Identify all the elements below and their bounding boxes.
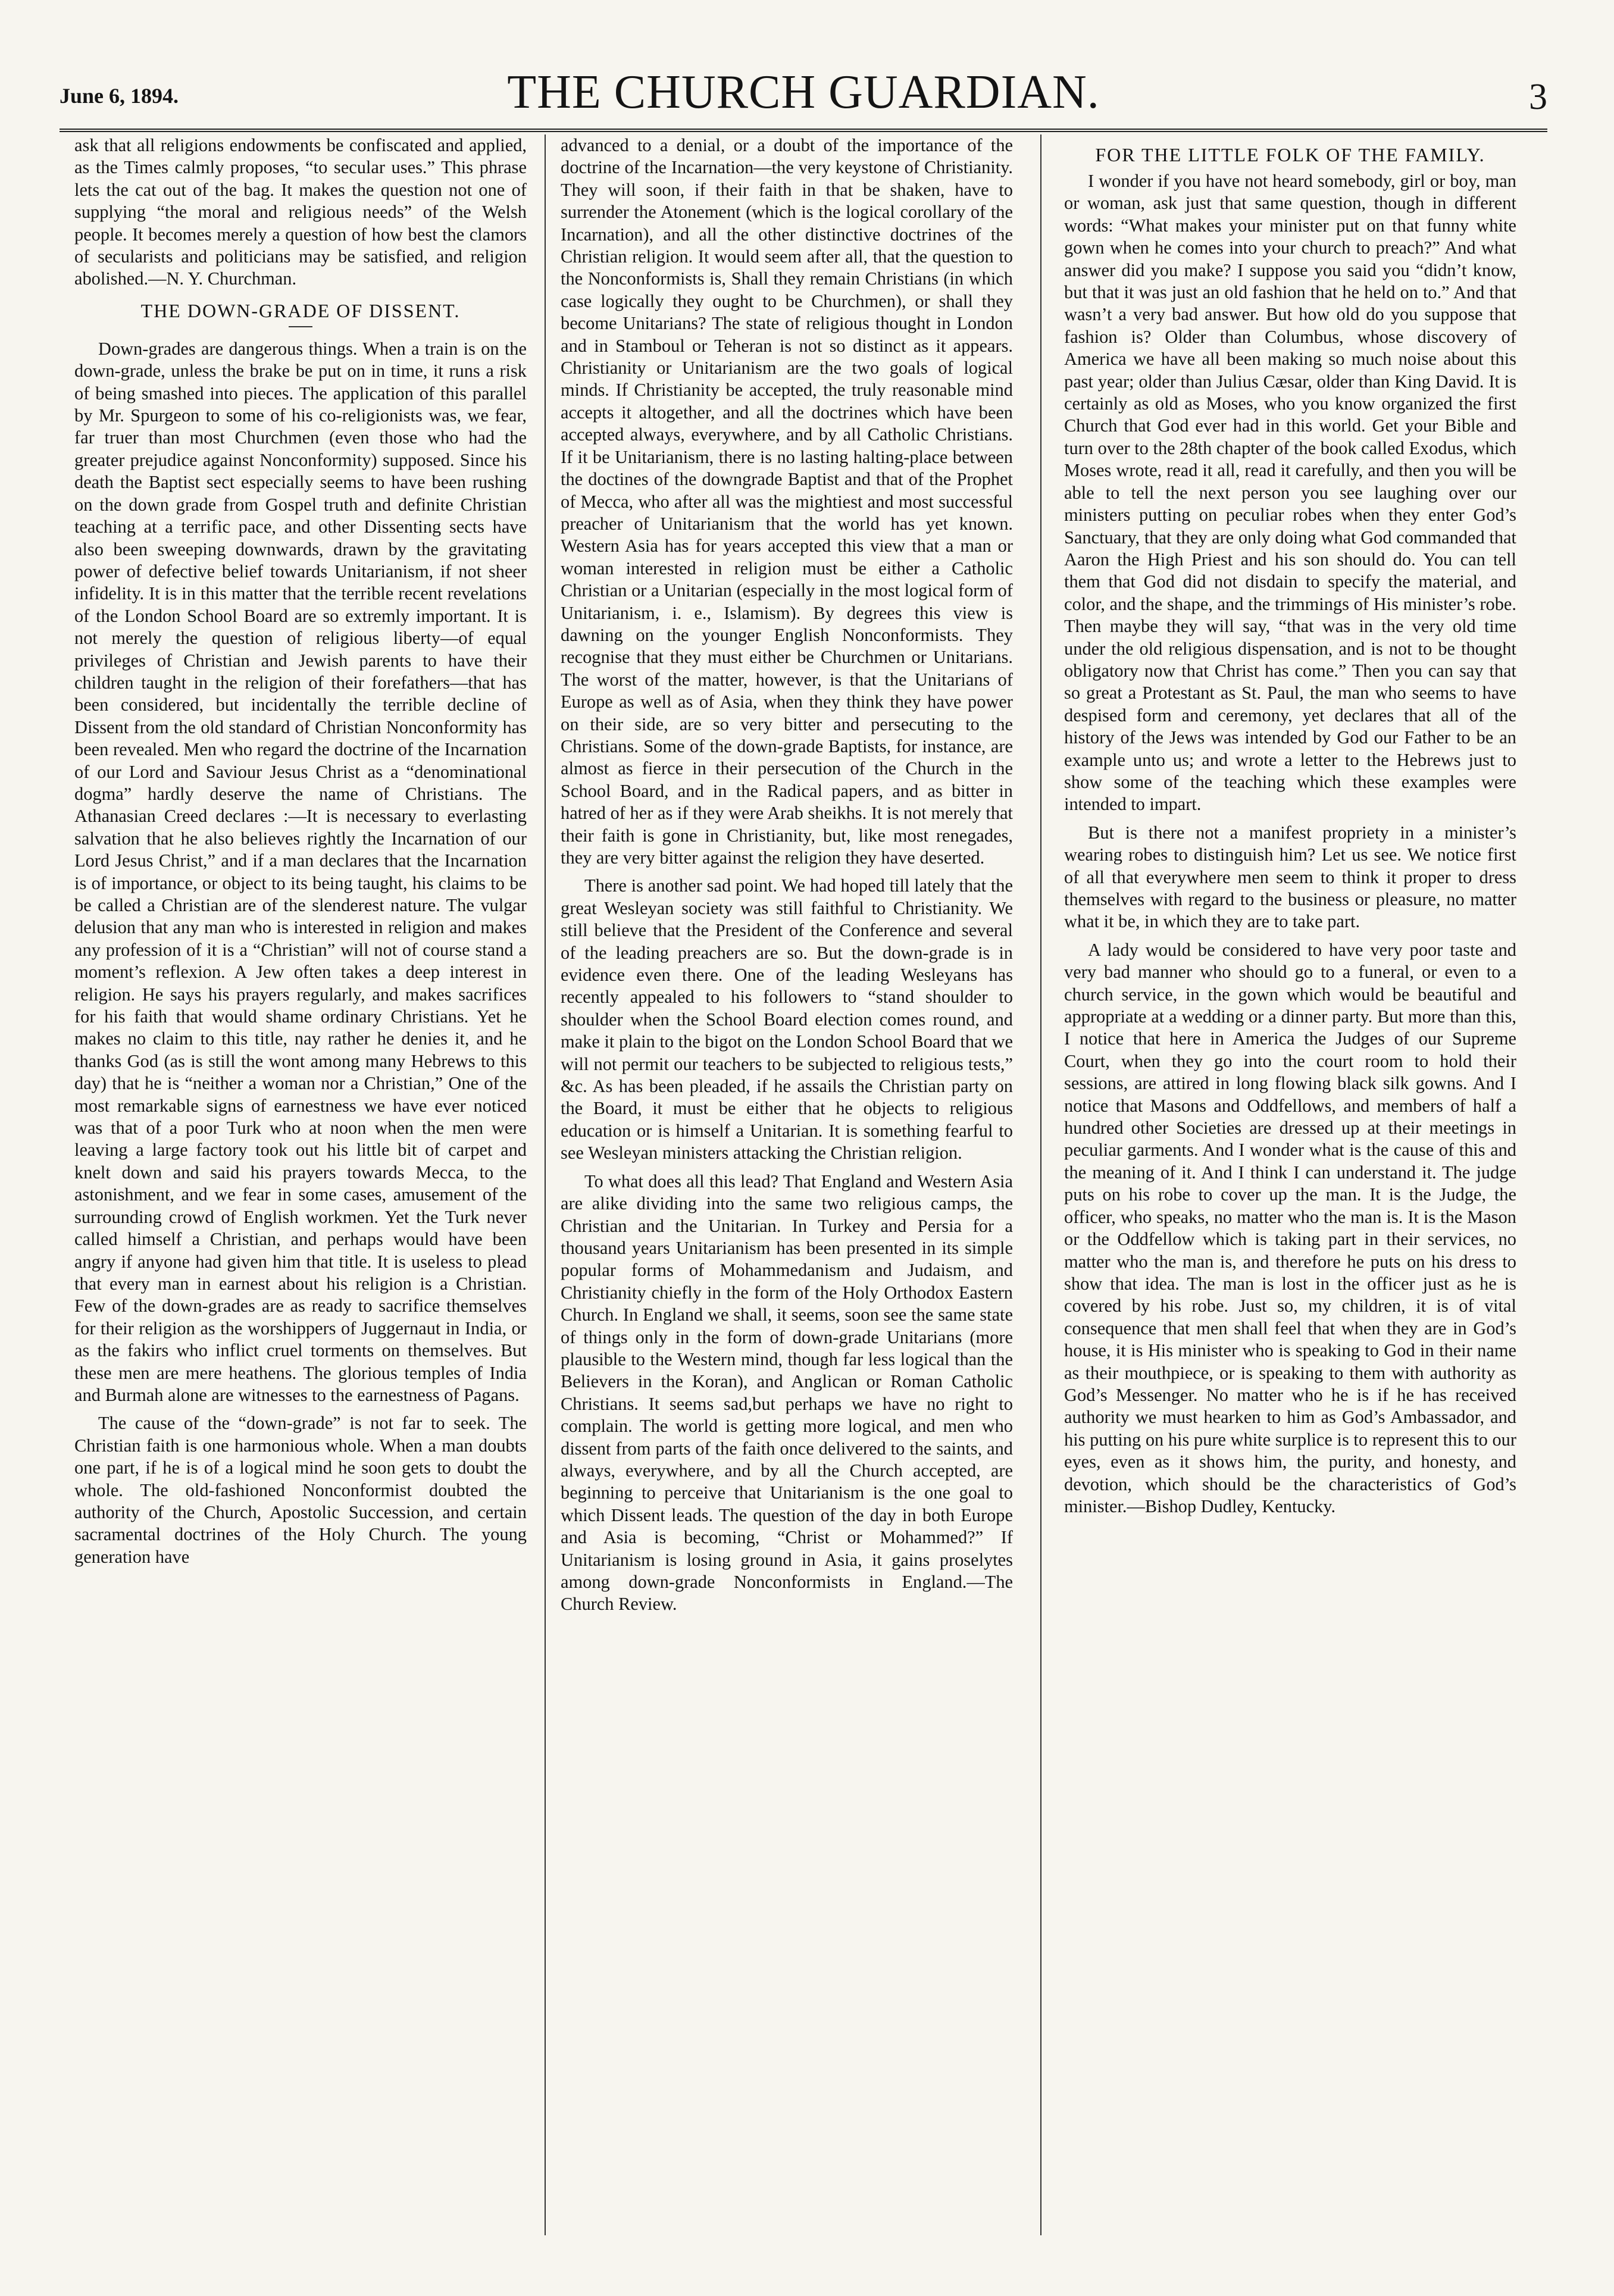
article-heading-little-folk: FOR THE LITTLE FOLK OF THE FAMILY. xyxy=(1095,144,1485,165)
column-1 xyxy=(74,134,527,2241)
article-paragraph: To what does all this lead? That England and Western Asia are alike dividing into the same two religious camps, the Christian and the Unitarian. In Turkey and Persia for a thousand years Unitarianism has been presented in its simple popular forms of Mohammedanism and Judaism, and Christianity chiefly in the form of the Holy Orthodox Eastern Church. In England we shall, it seems, soon see the same state of things only in the form of down-grade Unitarians (more plausible to the Western mind, though far less logical than the Believers in the Koran), and Anglican or Roman Catholic Christians. It seems sad,but perhaps we have no right to complain. The world is getting more logical, and men who dissent from parts of the faith once delivered to the saints, and always, everywhere, and by all the Church accepted, are beginning to perceive that Unitarianism is the one goal to which Dissent leads. The question of the day in both Europe and Asia is becoming, “Christ or Mohammed?” If Unitarianism is losing ground in Asia, it gains proselytes among down-grade Nonconformists in England.—The Church Review. xyxy=(561,1171,1013,1615)
article-paragraph: Down-grades are dangerous things. When a train is on the down-grade, unless the brake be put on in time, it runs a risk of being smashed into pieces. The application of this parallel by Mr. Spurgeon to some of his co-religionists was, we fear, far truer than most Churchmen (even those who had the greater prejudice against Nonconformity) supposed. Since his death the Baptist sect especially seems to have been rushing on the down grade from Gospel truth and definite Christian teaching at a terrific pace, and other Dissenting sects have also been sweeping downwards, drawn by the gravitating power of defective belief towards Unitarianism, if not sheer infidelity. It is in this matter that the terrible recent revelations of the London School Board are so extremly important. It is not merely the question of religious liberty—of equal privileges of Christian and Jewish parents to have their children taught in the religion of their forefathers—that has been considered, but incidentally the terrible decline of Dissent from the old standard of Christian Nonconformity has been revealed. Men who regard the doctrine of the Incarnation of our Lord and Saviour Jesus Christ as a “denominational dogma” hardly deserve the name of Christians. The Athanasian Creed declares :—It is necessary to everlasting salvation that he also believes rightly the Incarnation of our Lord Jesus Christ,” and if a man declares that the Incarnation is of importance, or object to its being taught, his claims to be be called a Christian are of the slenderest nature. The vulgar delusion that any man who is interested in religion and makes any profession of it is a “Christian” will not of course stand a moment’s reflexion. A Jew often takes a deep interest in religion. He says his prayers regularly, and makes sacrifices for his faith that would shame ordinary Christians. Yet he makes no claim to this title, nay rather he denies it, and he thanks God (as is still the wont among many Hebrews to this day) that he is “neither a woman nor a Christian,” One of the most remarkable signs of earnestness we have ever noticed was that of a poor Turk who at noon when the men were leaving a large factory took out his little bit of carpet and knelt down and said his prayers towards Mecca, to the astonishment, and we fear in some cases, amusement of the surrounding crowd of English workmen. Yet the Turk never called himself a Christian, and perhaps would have been angry if anyone had given him that title. It is useless to plead that every man in earnest about his religion is a Christian. Few of the down-grades are as ready to sacrifice themselves for their religion as the worshippers of Juggernaut in India, or as the fakirs who inflict cruel torments on themselves. But these men are mere heathens. The glorious temples of India and Burmah alone are witnesses to the earnestness of Pagans. xyxy=(74,338,527,1405)
newspaper-title: THE CHURCH GUARDIAN. xyxy=(507,66,1100,118)
column-2 xyxy=(561,134,1013,2241)
column-3 xyxy=(1064,134,1516,2241)
article-paragraph: The cause of the “down-grade” is not far to seek. The Christian faith is one harmonious whole. When a man doubts one part, if he is of a logical mind he soon gets to doubt the whole. The old-fashioned Nonconformist doubted the authority of the Church, Apostolic Succession, and certain sacramental doctrines of the Holy Church. The young generation have xyxy=(74,1413,527,1567)
page-number: 3 xyxy=(1529,77,1547,117)
article-heading-down-grade: THE DOWN-GRADE OF DISSENT. xyxy=(140,299,461,321)
column-divider xyxy=(545,134,546,2235)
masthead-rule xyxy=(60,129,1547,132)
article-paragraph: But is there not a manifest propriety in a minister’s wearing robes to distinguish him? Let us see. We notice first of all that everywhere men seem to think it proper to dress themselves with regard to the business or pleasure, no matter what it be, in which they are to take part. xyxy=(1064,822,1516,932)
article-continuation: ask that all religions endowments be confiscated and applied, as the Times calmly proposes, “to secular uses.” This phrase lets the cat out of the bag. It makes the question not one of supplying “the moral and religious needs” of the Welsh people. It becomes merely a question of how best the clamors of secularists and politicians may be satisfied, and religion abolished.—N. Y. Churchman. xyxy=(74,135,527,289)
heading-rule xyxy=(289,326,312,327)
article-paragraph: I wonder if you have not heard somebody, girl or boy, man or woman, ask just that same question, though in different words: “What makes your minister put on that funny white gown when he comes into your church to preach?” And what answer did you make? I suppose you said you “didn’t know, but that it was just an old fashion that he held on to.” And that wasn’t a very bad answer. But how old do you suppose that fashion is? Older than Columbus, whose discovery of America we have all been making so much noise about this past year; older than Julius Cæsar, older than King David. It is certainly as old as Moses, who you know organized the first Church that God ever had in this world. Get your Bible and turn over to the 28th chapter of the book called Exodus, which Moses wrote, read it all, read it carefully, and then you will be able to tell the next person you see laughing over our ministers putting on peculiar robes when they enter God’s Sanctuary, that they are only doing what God commanded that Aaron the High Priest and his son should do. You can tell them that God did not disdain to specify the material, and color, and the shape, and the trimmings of His minister’s robe. Then maybe they will say, “that was in the very old time under the old religious dispensation, and is not to be thought obligatory now that Christ has come.” Then you can say that so great a Protestant as St. Paul, the man who seems to have despised form and ceremony, yet declares that all of the history of the Jews was intended by God our Father to be an example unto us; and wrote a letter to the Hebrews just to show some of the teaching which these examples were intended to impart. xyxy=(1064,171,1516,815)
article-paragraph: There is another sad point. We had hoped till lately that the great Wesleyan society was still faithful to Christianity. We still believe that the President of the Conference and several of the leading preachers are so. But the down-grade is in evidence even there. One of the leading Wesleyans has recently appealed to his followers to “stand shoulder to shoulder when the School Board election comes round, and make it plain to the bigot on the London School Board that we will not permit our teachers to be subjected to religious tests,” &c. As has been pleaded, if he assails the Christian party on the Board, it must be either that he objects to religious education or is himself a Unitarian. It is something fearful to see Wesleyan ministers attacking the Christian religion. xyxy=(561,875,1013,1163)
issue-date: June 6, 1894. xyxy=(60,84,179,108)
masthead xyxy=(60,60,1547,125)
article-paragraph: advanced to a denial, or a doubt of the importance of the doctrine of the Incarnation—the very keystone of Christianity. They will soon, if their faith in that be shaken, have to surrender the Atonement (which is the logical corollary of the Incarnation), and all the other distinctive doctrines of the Christian religion. It would seem after all, that the question to the Nonconformists is, Shall they remain Christians (in which case logically they ought to be Churchmen), or shall they become Unitarians? The state of religious thought in London and in Stamboul or Teheran is not so distinct as it appears. Christianity or Unitarianism are the two goals of logical minds. If Christianity be accepted, the truly reasonable mind accepts it altogether, and all the doctrines which have been accepted always, everywhere, and by all Catholic Christians. If it be Unitarianism, there is no lasting halting-place between the doctines of the downgrade Baptist and that of the Prophet of Mecca, who after all was the mightiest and most successful preacher of Unitarianism that the world has yet known. Western Asia has for years accepted this view that a man or woman interested in religion must be either a Catholic Christian or a Unitarian (especially in the most logical form of Unitarianism, i. e., Islamism). By degrees this view is dawning on the younger English Nonconformists. They recognise that they must either be Churchmen or Unitarians. The worst of the matter, however, is that the Unitarians of Europe as well as of Asia, when they think they have power on their side, are so very bitter and persecuting to the Christians. Some of the down-grade Baptists, for instance, are almost as fierce in their persecution of the Church in the School Board, and in the Radical papers, and as bitter in hatred of her as if they were Arab sheikhs. It is not merely that their faith is gone in Christianity, but, like most renegades, they are very bitter against the religion they have deserted. xyxy=(561,135,1013,868)
column-divider xyxy=(1040,134,1041,2235)
article-paragraph: A lady would be considered to have very poor taste and very bad manner who should go to a funeral, or even to a church service, in the gown which would be beautiful and appropriate at a wedding or a dinner party. But more than this, I notice that here in America the Judges of our Supreme Court, when they go into the court room to hold their sessions, are attired in long flowing black silk gowns. And I notice that Masons and Oddfellows, and members of half a hundred other Societies are dressed up at their meetings in peculiar garments. And I wonder what is the cause of this and the meaning of it. And I think I can understand it. The judge puts on his robe to cover up the man. It is the Judge, the officer, who speaks, no matter who the man is. It is the Mason or the Oddfellow which is taking part in their services, no matter who the man is, and therefore he puts on his dress to show that idea. The man is lost in the officer just as he is covered by his robe. Just so, my children, it is of vital consequence that men shall feel that when they are in God’s house, it is His minister who is speaking to God in their name as their mouthpiece, or is speaking to them with authority as God’s Messenger. No matter who he is if he has received authority we must hearken to him as God’s Ambassador, and his putting on his pure white surplice is to represent this to our eyes, even as it shows him, the purity, and honesty, and devotion, which should be the characteristics of God’s minister.—Bishop Dudley, Kentucky. xyxy=(1064,939,1516,1516)
